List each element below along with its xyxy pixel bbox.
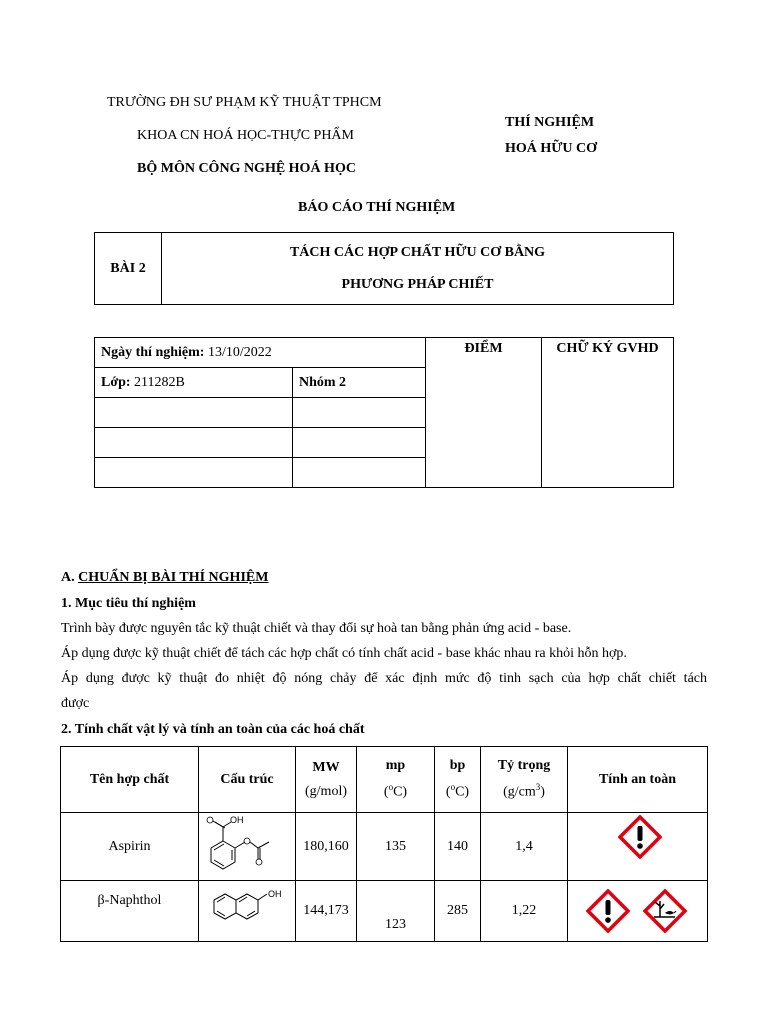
header-mw [296,747,357,813]
university-name: TRƯỜNG ĐH SƯ PHẠM KỸ THUẬT TPHCM [107,95,382,110]
header-mw-label: MW [312,759,340,775]
header-density-unit: $(g/cm^3)$ [503,782,545,800]
safety-cell [568,881,708,942]
date-value: 13/10/2022 [207,344,272,360]
density-value: 1,4 [481,813,568,881]
date-cell [95,338,426,368]
compound-name: Aspirin [61,813,199,881]
header-mp-label: mp [385,758,406,774]
course-line-1: THÍ NGHIỆM [505,115,595,130]
header-safety: Tính an toàn [568,747,708,813]
header-name: Tên hợp chất [61,747,199,813]
lesson-number: BÀI 2 [95,233,162,305]
header-density [481,747,568,813]
compound-name: β-Naphthol [61,881,199,942]
objective-3-line-2: được [61,696,90,711]
mp-value: 135 [357,813,435,881]
section-a-prefix: A. [61,570,75,585]
objective-3-line-1: Áp dụng được kỹ thuật đo nhiệt độ nóng chảy để xác định mức độ tinh sạch của hợp chất chiết tách [61,671,707,686]
mp-value: 123 [357,881,435,942]
faculty-name: KHOA CN HOÁ HỌC-THỰC PHẨM [137,128,354,143]
group-cell: Nhóm 2 [293,368,426,398]
class-cell [95,368,293,398]
section-a-title: CHUẨN BỊ BÀI THÍ NGHIỆM [78,570,269,585]
mw-value: 144,173 [296,881,357,942]
header-bp-unit: ($^o$C) [445,782,470,800]
bp-value: 140 [435,813,481,881]
header-bp-label: bp [449,758,466,774]
member-cell [95,428,293,458]
info-table [94,337,674,488]
aspirin-structure-icon [203,815,291,873]
density-value: 1,22 [481,881,568,942]
table-row [61,881,708,942]
course-line-2: HOÁ HỮU CƠ [505,141,598,156]
member-cell [293,428,426,458]
department-name: BỘ MÔN CÔNG NGHỆ HOÁ HỌC [137,161,356,176]
environment-hazard-icon [641,889,689,933]
header-structure: Cấu trúc [199,747,296,813]
objective-2: Áp dụng được kỹ thuật chiết để tách các hợp chất có tính chất acid - base khác nhau ra khỏi hỗn hợp. [61,646,627,661]
subheading-properties: 2. Tính chất vật lý và tính an toàn của các hoá chất [61,722,365,737]
lesson-title-line-2: PHƯƠNG PHÁP CHIẾT [341,276,494,292]
header-mp [357,747,435,813]
report-title: BÁO CÁO THÍ NGHIỆM [298,200,456,215]
class-label: Lớp: [101,374,131,390]
mw-value: 180,160 [296,813,357,881]
member-cell [293,398,426,428]
safety-cell [568,813,708,881]
class-value: 211282B [134,374,185,390]
header-mw-unit: (g/mol) [305,783,347,799]
lesson-title [162,233,674,305]
svg-text:OH: OH [268,888,282,899]
naphthol-structure-icon [203,889,291,929]
lesson-box [94,232,674,305]
objective-1: Trình bày được nguyên tắc kỹ thuật chiết và thay đổi sự hoà tan bằng phản ứng acid - base. [61,621,572,636]
score-cell: ĐIỂM [426,338,542,488]
section-a-heading [61,570,268,586]
signature-cell: CHỮ KÝ GVHD [542,338,674,488]
lesson-title-line-1: TÁCH CÁC HỢP CHẤT HỮU CƠ BẰNG [289,244,546,260]
exclamation-hazard-icon [586,889,630,933]
date-label: Ngày thí nghiệm: [101,344,205,360]
structure-aspirin [199,813,296,881]
table-row [61,813,708,881]
exclamation-hazard-icon [618,815,662,859]
member-cell [95,398,293,428]
member-cell [293,458,426,488]
svg-text:OH: OH [230,815,244,825]
header-bp [435,747,481,813]
bp-value: 285 [435,881,481,942]
header-mp-unit: ($^o$C) [383,782,408,800]
member-cell [95,458,293,488]
structure-naphthol [199,881,296,942]
chemicals-table [60,746,708,942]
header-density-label: Tỷ trọng [497,758,551,774]
subheading-objectives: 1. Mục tiêu thí nghiệm [61,596,196,611]
